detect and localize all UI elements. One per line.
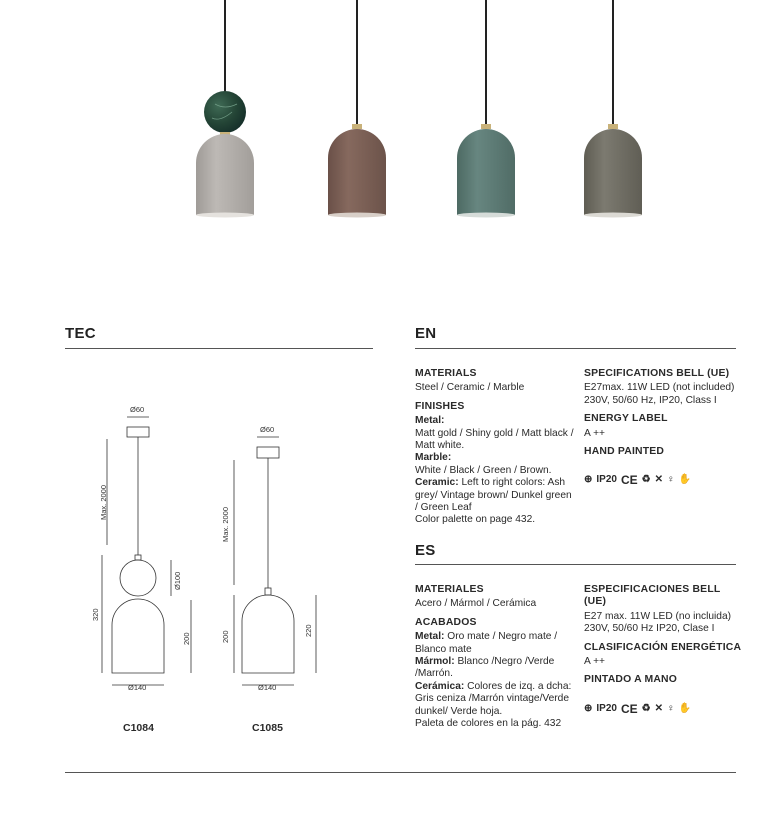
lang-header-en: EN xyxy=(415,325,437,342)
recycle-icon: ♻ xyxy=(641,702,651,714)
lang-header-es: ES xyxy=(415,542,436,559)
divider xyxy=(415,564,736,565)
palette-text: Paleta de colores en la pág. 432 xyxy=(415,718,562,730)
weee-bin-icon: ✕ xyxy=(654,474,663,486)
marble-label: Marble: xyxy=(415,452,452,464)
technical-drawings xyxy=(60,395,320,745)
finishes-title: ACABADOS xyxy=(415,616,477,628)
energy-title: CLASIFICACIÓN ENERGÉTICA xyxy=(584,641,742,653)
marble-text: Blanco /Negro /Verde /Marrón. xyxy=(415,656,555,680)
spec-line-2: 230V, 50/60 Hz IP20, Clase I xyxy=(584,623,715,635)
c1084-top-diameter: Ø60 xyxy=(130,405,145,414)
spec-line-2: 230V, 50/60 Hz, IP20, Class I xyxy=(584,394,717,406)
es-materials-column xyxy=(415,584,575,730)
ceramic-text: Left to right colors: Ash grey/ Vintage brown/ Dunkel green / Green Leaf xyxy=(415,477,572,514)
c1084-canopy xyxy=(127,427,149,437)
c1084-cable-length: Max. 2000 xyxy=(99,484,108,520)
model-c1084: C1084 xyxy=(123,722,154,734)
en-materials-column xyxy=(415,368,575,527)
bulb-icon: ♀ xyxy=(667,474,675,486)
hand-painted-title: PINTADO A MANO xyxy=(584,674,678,686)
ground-symbol-icon: ⊕ xyxy=(584,474,593,486)
c1084-shade-height: 200 xyxy=(182,632,191,645)
ceramic-text: Colores de izq. a dcha: Gris ceniza /Marrón vintage/Verde dunkel/ Verde hoja. xyxy=(415,680,572,717)
spec-line-1: E27 max. 11W LED (no incluida) xyxy=(584,610,732,622)
metal-label: Metal: xyxy=(415,415,445,427)
model-c1085: C1085 xyxy=(252,722,283,734)
metal-text: Oro mate / Negro mate / Blanco mate xyxy=(415,631,558,655)
c1085-cable-length: Max. 2000 xyxy=(221,506,230,542)
lamp-green-leaf xyxy=(584,0,642,218)
energy-title: ENERGY LABEL xyxy=(584,413,668,425)
divider xyxy=(415,348,736,349)
materials-text: Steel / Ceramic / Marble xyxy=(415,382,525,394)
finishes-title: FINISHES xyxy=(415,400,465,412)
ce-mark-icon: CE xyxy=(620,701,638,716)
ceramic-label: Cerámica: xyxy=(415,680,465,692)
lamp-dunkel-green xyxy=(457,0,515,218)
certification-icons xyxy=(584,474,744,486)
certification-icons xyxy=(584,703,744,715)
ip-label: IP20 xyxy=(596,474,617,486)
ce-mark-icon: CE xyxy=(620,473,638,488)
lamp-ash-grey xyxy=(196,0,254,218)
es-spec-column xyxy=(584,584,744,715)
bulb-icon: ♀ xyxy=(667,702,675,714)
c1085-canopy xyxy=(257,447,279,458)
materials-title: MATERIALES xyxy=(415,584,484,595)
palette-text: Color palette on page 432. xyxy=(415,514,536,526)
spec-title: ESPECIFICACIONES BELL (UE) xyxy=(584,584,721,608)
ground-symbol-icon: ⊕ xyxy=(584,702,593,714)
metal-text: Matt gold / Shiny gold / Matt black / Matt white. xyxy=(415,427,574,452)
materials-title: MATERIALS xyxy=(415,368,477,379)
c1084-total-height: 320 xyxy=(91,608,100,621)
hand-painted-title: HAND PAINTED xyxy=(584,446,665,458)
hand-icon: ✋ xyxy=(678,474,691,486)
metal-label: Metal: xyxy=(415,631,445,643)
ip-label: IP20 xyxy=(596,702,617,714)
product-photo xyxy=(0,0,770,230)
spec-title: SPECIFICATIONS BELL (UE) xyxy=(584,368,730,379)
ceramic-label: Ceramic: xyxy=(415,477,459,489)
footer-divider xyxy=(65,772,736,773)
energy-value: A ++ xyxy=(584,427,605,439)
materials-text: Acero / Mármol / Cerámica xyxy=(415,598,537,610)
energy-value: A ++ xyxy=(584,656,605,668)
c1085-shade-height: 200 xyxy=(221,630,230,643)
weee-bin-icon: ✕ xyxy=(654,702,663,714)
c1085-top-diameter: Ø60 xyxy=(260,425,275,434)
c1084-bottom-diameter: Ø140 xyxy=(128,683,147,692)
c1085-total-height: 220 xyxy=(304,624,313,637)
spec-line-1: E27max. 11W LED (not included) xyxy=(584,382,735,394)
marble-text: White / Black / Green / Brown. xyxy=(415,464,552,476)
hand-icon: ✋ xyxy=(678,702,691,714)
marble-label: Mármol: xyxy=(415,656,455,668)
c1085-bottom-diameter: Ø140 xyxy=(258,683,277,692)
c1084-ball-diameter: Ø100 xyxy=(173,571,182,590)
en-spec-column xyxy=(584,368,744,487)
lamp-vintage-brown xyxy=(328,0,386,218)
recycle-icon: ♻ xyxy=(641,474,651,486)
divider xyxy=(65,348,373,349)
brand-title: TEC xyxy=(65,325,96,342)
